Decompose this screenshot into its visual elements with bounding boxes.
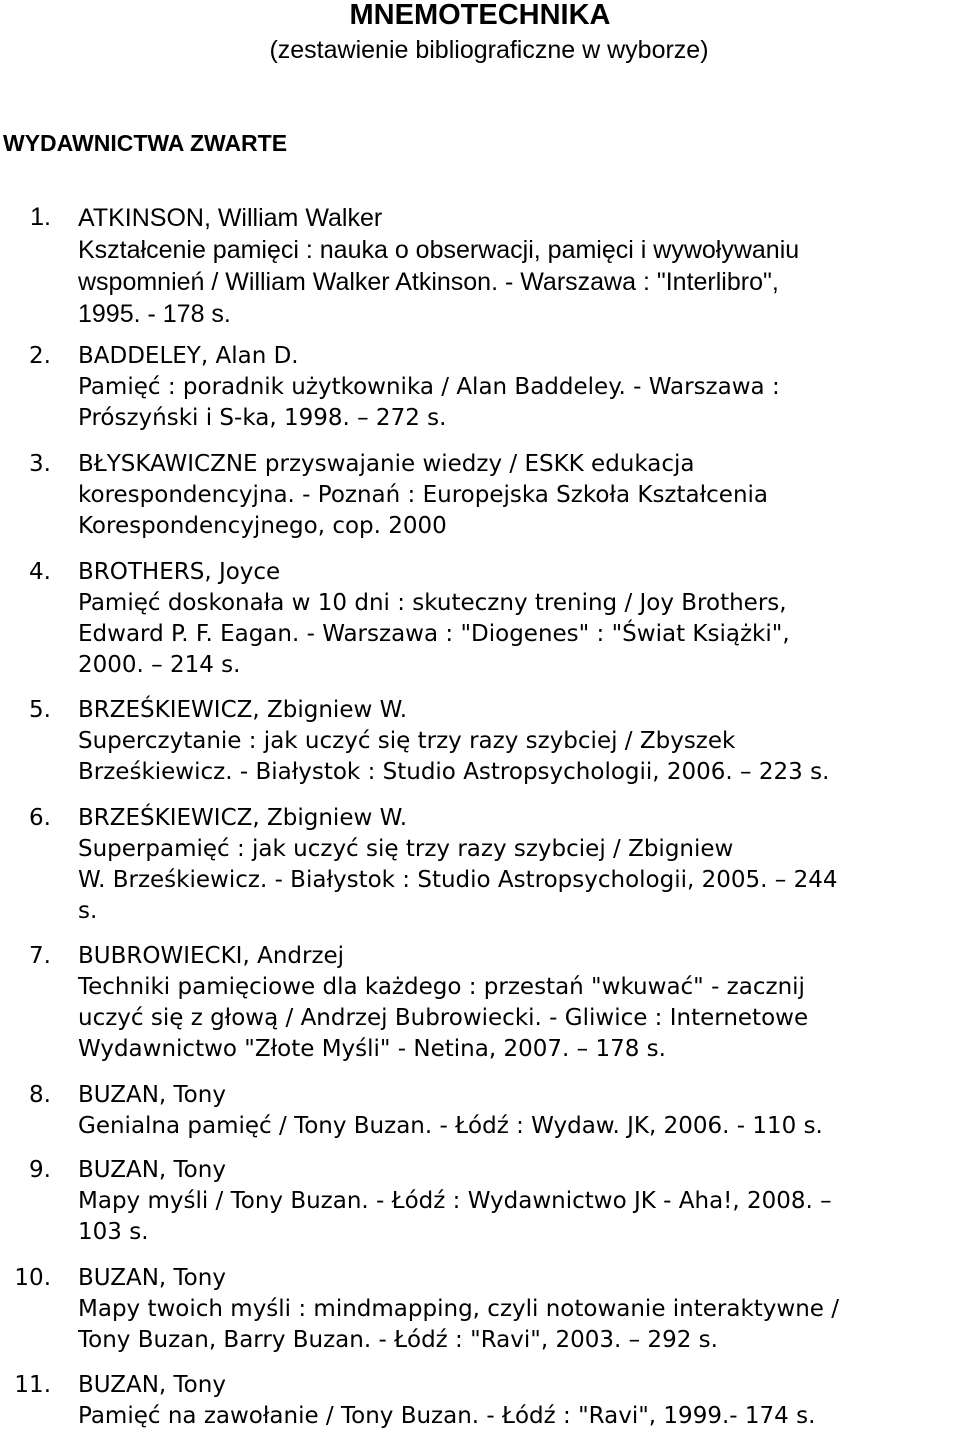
entry-text bbox=[78, 941, 960, 1065]
entry-number: 9. bbox=[29, 1157, 51, 1183]
entry-line: Mapy myśli / Tony Buzan. - Łódź : Wydawnictwo JK - Aha!, 2008. – bbox=[78, 1188, 832, 1214]
entry-number: 7. bbox=[29, 943, 51, 969]
entry-line: Tony Buzan, Barry Buzan. - Łódź : "Ravi", 2003. – 292 s. bbox=[78, 1327, 718, 1353]
entry-number: 11. bbox=[14, 1372, 51, 1398]
entry-number: 2. bbox=[29, 343, 51, 369]
entry-number: 4. bbox=[29, 559, 51, 585]
entry-line: Wydawnictwo "Złote Myśli" - Netina, 2007. – 178 s. bbox=[78, 1036, 666, 1062]
entry-line: Korespondencyjnego, cop. 2000 bbox=[78, 513, 447, 539]
section-heading: WYDAWNICTWA ZWARTE bbox=[3, 130, 288, 156]
entry-line: Genialna pamięć / Tony Buzan. - Łódź : Wydaw. JK, 2006. - 110 s. bbox=[78, 1113, 823, 1139]
entry-line: BŁYSKAWICZNE przyswajanie wiedzy / ESKK edukacja bbox=[78, 451, 695, 477]
entry-line: BRZEŚKIEWICZ, Zbigniew W. bbox=[78, 805, 408, 831]
entry-text bbox=[78, 1263, 960, 1356]
entry-line: Pamięć : poradnik użytkownika / Alan Baddeley. - Warszawa : bbox=[78, 374, 780, 400]
entry-line: BRZEŚKIEWICZ, Zbigniew W. bbox=[78, 697, 408, 723]
entry-text bbox=[78, 449, 960, 542]
entry-line: Pamięć na zawołanie / Tony Buzan. - Łódź : "Ravi", 1999.- 174 s. bbox=[78, 1403, 816, 1429]
entry-text bbox=[78, 557, 960, 681]
entry-line: 103 s. bbox=[78, 1219, 149, 1245]
entry-line: s. bbox=[78, 898, 98, 924]
entry-line: Superczytanie : jak uczyć się trzy razy szybciej / Zbyszek bbox=[78, 728, 736, 754]
entry-number: 1. bbox=[30, 203, 51, 231]
entry-text bbox=[78, 1155, 960, 1248]
entry-line: BUZAN, Tony bbox=[78, 1265, 226, 1291]
document-title: MNEMOTECHNIKA bbox=[349, 0, 611, 31]
entry-text bbox=[78, 341, 960, 434]
entry-line: Superpamięć : jak uczyć się trzy razy szybciej / Zbigniew bbox=[78, 836, 734, 862]
entry-line: Techniki pamięciowe dla każdego : przestań "wkuwać" - zacznij bbox=[78, 974, 805, 1000]
entry-text bbox=[78, 1080, 960, 1142]
entry-line: BUZAN, Tony bbox=[78, 1157, 226, 1183]
entry-number: 8. bbox=[29, 1082, 51, 1108]
entry-line: Edward P. F. Eagan. - Warszawa : "Diogenes" : "Świat Książki", bbox=[78, 621, 790, 647]
entry-line: Prószyński i S-ka, 1998. – 272 s. bbox=[78, 405, 447, 431]
entry-line: 1995. - 178 s. bbox=[78, 300, 231, 328]
entry-line: BUZAN, Tony bbox=[78, 1372, 226, 1398]
entry-line: BUBROWIECKI, Andrzej bbox=[78, 943, 345, 969]
entry-line: wspomnień / William Walker Atkinson. - Warszawa : "Interlibro", bbox=[78, 268, 779, 296]
entry-number: 6. bbox=[29, 805, 51, 831]
entry-line: BADDELEY, Alan D. bbox=[78, 343, 299, 369]
entry-line: BUZAN, Tony bbox=[78, 1082, 226, 1108]
entry-line: Mapy twoich myśli : mindmapping, czyli notowanie interaktywne / bbox=[78, 1296, 840, 1322]
entry-line: W. Brześkiewicz. - Białystok : Studio Astropsychologii, 2005. – 244 bbox=[78, 867, 838, 893]
entry-line: Brześkiewicz. - Białystok : Studio Astropsychologii, 2006. – 223 s. bbox=[78, 759, 830, 785]
entry-line: Kształcenie pamięci : nauka o obserwacji, pamięci i wywoływaniu bbox=[78, 236, 800, 264]
document-subtitle: (zestawienie bibliograficzne w wyborze) bbox=[269, 36, 709, 64]
entry-text bbox=[78, 202, 960, 330]
entry-line: korespondencyjna. - Poznań : Europejska Szkoła Kształcenia bbox=[78, 482, 768, 508]
entry-text bbox=[78, 695, 960, 788]
entry-text bbox=[78, 1370, 960, 1432]
entry-line: uczyć się z głową / Andrzej Bubrowiecki. - Gliwice : Internetowe bbox=[78, 1005, 809, 1031]
entry-number: 5. bbox=[29, 697, 51, 723]
entry-number: 10. bbox=[14, 1265, 51, 1291]
entry-number: 3. bbox=[29, 451, 51, 477]
entry-line: ATKINSON, William Walker bbox=[78, 204, 383, 232]
entry-line: BROTHERS, Joyce bbox=[78, 559, 281, 585]
entry-text bbox=[78, 803, 960, 927]
entry-line: 2000. – 214 s. bbox=[78, 652, 241, 678]
entry-line: Pamięć doskonała w 10 dni : skuteczny trening / Joy Brothers, bbox=[78, 590, 787, 616]
